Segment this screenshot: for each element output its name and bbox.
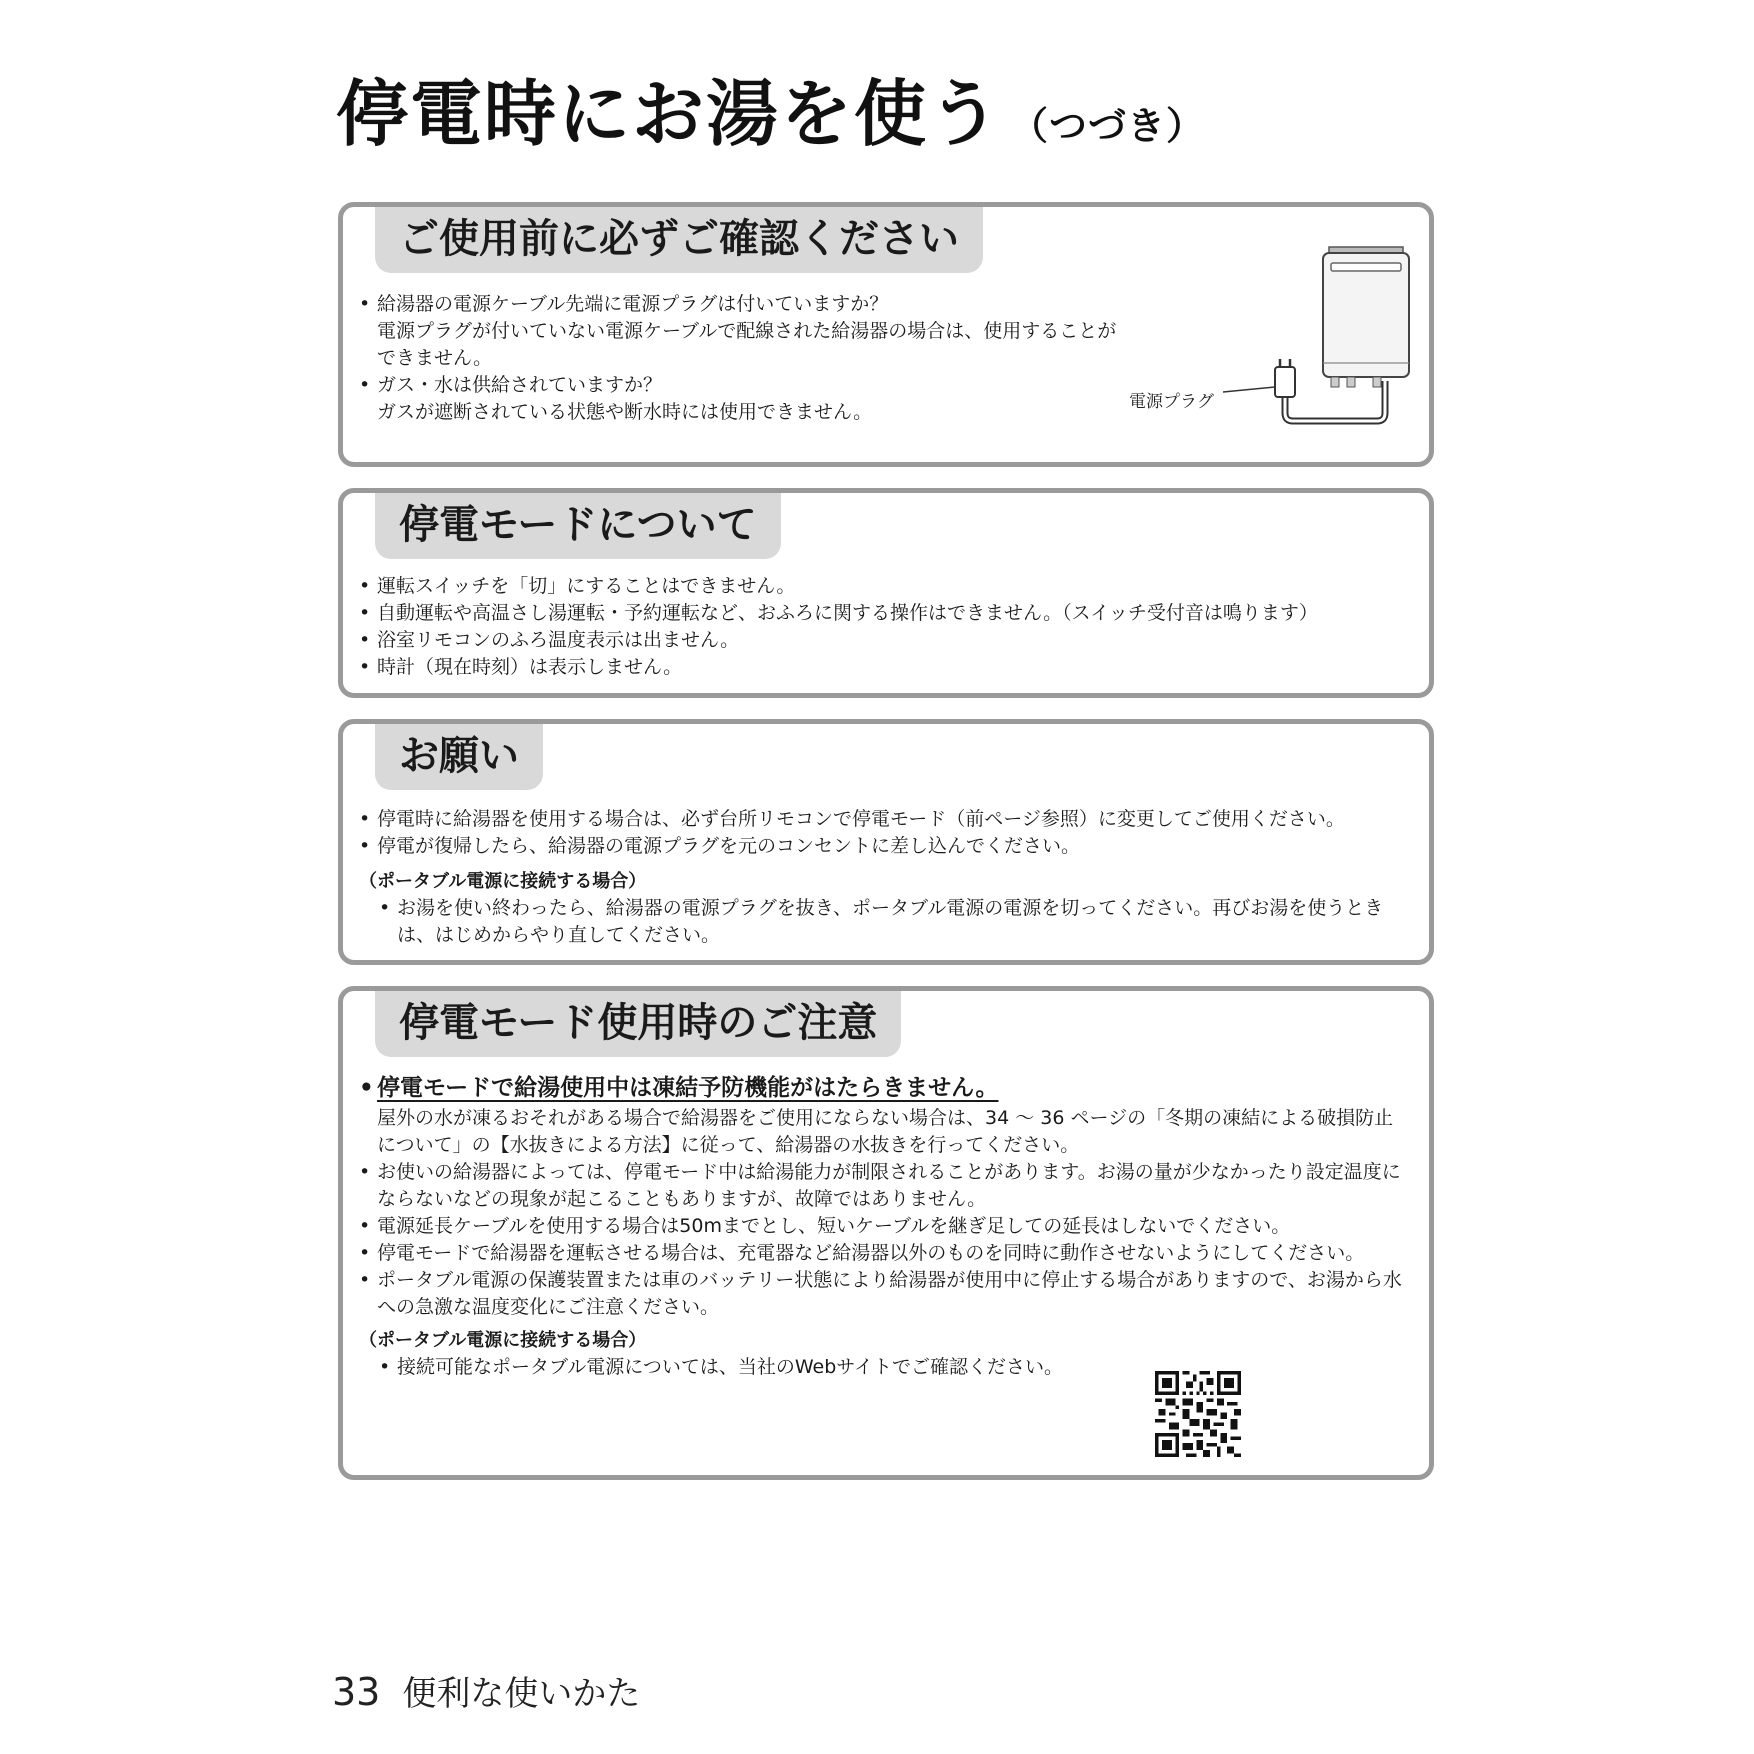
portable-note-heading: （ポータブル電源に接続する場合） bbox=[359, 871, 647, 892]
outage-mode-caution-box bbox=[338, 986, 1434, 1480]
frost-warning-text: 停電モードで給湯使用中は凍結予防機能がはたらきません。 bbox=[377, 1075, 999, 1101]
section-name: 便利な使いかた bbox=[402, 1674, 641, 1714]
request-list bbox=[359, 806, 1411, 860]
list-item: • お湯を使い終わったら、給湯器の電源プラグを抜き、ポータブル電源の電源を切ってください。再びお湯を使うときは、はじめからやり直してください。 bbox=[379, 895, 1411, 949]
confirm-list bbox=[359, 291, 1119, 426]
confirm-before-use-box bbox=[338, 202, 1434, 467]
portable-note-list bbox=[359, 1354, 1411, 1381]
list-item: • 停電が復帰したら、給湯器の電源プラグを元のコンセントに差し込んでください。 bbox=[359, 833, 1411, 860]
confirm-before-use-heading: ご使用前に必ずご確認ください bbox=[375, 207, 983, 273]
caution-list bbox=[359, 1159, 1411, 1321]
list-item: • 運転スイッチを「切」にすることはできません。 bbox=[359, 573, 1411, 600]
qr-code-icon[interactable] bbox=[1155, 1371, 1241, 1457]
outage-mode-box bbox=[338, 488, 1434, 698]
caution-warning-list bbox=[359, 1071, 1411, 1159]
request-box bbox=[338, 719, 1434, 965]
outage-mode-caution-heading: 停電モード使用時のご注意 bbox=[375, 991, 901, 1057]
list-item: 電源プラグが付いていない電源ケーブルで配線された給湯器の場合は、使用することができません。 bbox=[377, 320, 1117, 369]
portable-note-heading: （ポータブル電源に接続する場合） bbox=[359, 1330, 647, 1351]
outage-mode-list bbox=[359, 573, 1411, 681]
list-item: • 接続可能なポータブル電源については、当社のWebサイトでご確認ください。 bbox=[379, 1354, 1411, 1381]
list-item: • 電源延長ケーブルを使用する場合は50mまでとし、短いケーブルを継ぎ足しての延長はしないでください。 bbox=[359, 1213, 1411, 1240]
caution-content bbox=[359, 1071, 1411, 1381]
list-item: • 浴室リモコンのふろ温度表示は出ません。 bbox=[359, 627, 1411, 654]
water-heater-illustration bbox=[1223, 245, 1423, 445]
list-item: • 給湯器の電源ケーブル先端に電源プラグは付いていますか？ bbox=[359, 291, 1119, 318]
list-item: • 停電モードで給湯器を運転させる場合は、充電器など給湯器以外のものを同時に動作させないようにしてください。 bbox=[359, 1240, 1411, 1267]
title-suffix: （つづき） bbox=[1010, 104, 1206, 148]
page-title bbox=[336, 72, 1206, 156]
page-footer bbox=[332, 1666, 640, 1715]
portable-note-list bbox=[359, 895, 1411, 949]
list-item: • ガス・水は供給されていますか？ bbox=[359, 372, 1119, 399]
list-item: • ポータブル電源の保護装置または車のバッテリー状態により給湯器が使用中に停止する場合がありますので、お湯から水への急激な温度変化にご注意ください。 bbox=[359, 1267, 1411, 1321]
portable-note bbox=[359, 862, 1411, 949]
frost-warning-detail: 屋外の水が凍るおそれがある場合で給湯器をご使用にならない場合は、34 ～ 36 ページの「冬期の凍結による破損防止について」の【水抜きによる方法】に従って、給湯器の水抜きを行ってください。 bbox=[377, 1107, 1394, 1156]
frost-warning bbox=[359, 1071, 1411, 1105]
list-item: • 自動運転や高温さし湯運転・予約運転など、おふろに関する操作はできません。（スイッチ受付音は鳴ります） bbox=[359, 600, 1411, 627]
outage-mode-heading: 停電モードについて bbox=[375, 493, 781, 559]
list-item: ガスが遮断されている状態や断水時には使用できません。 bbox=[377, 401, 873, 423]
request-heading: お願い bbox=[375, 724, 543, 790]
list-item: • 停電時に給湯器を使用する場合は、必ず台所リモコンで停電モード（前ページ参照）に変更してご使用ください。 bbox=[359, 806, 1411, 833]
title-main: 停電時にお湯を使う bbox=[336, 72, 1003, 156]
page-number: 33 bbox=[332, 1670, 381, 1714]
power-plug-label: 電源プラグ bbox=[1129, 392, 1214, 412]
list-item: • 時計（現在時刻）は表示しません。 bbox=[359, 654, 1411, 681]
list-item: • お使いの給湯器によっては、停電モード中は給湯能力が制限されることがあります。お湯の量が少なかったり設定温度にならないなどの現象が起こることもありますが、故障ではありません。 bbox=[359, 1159, 1411, 1213]
